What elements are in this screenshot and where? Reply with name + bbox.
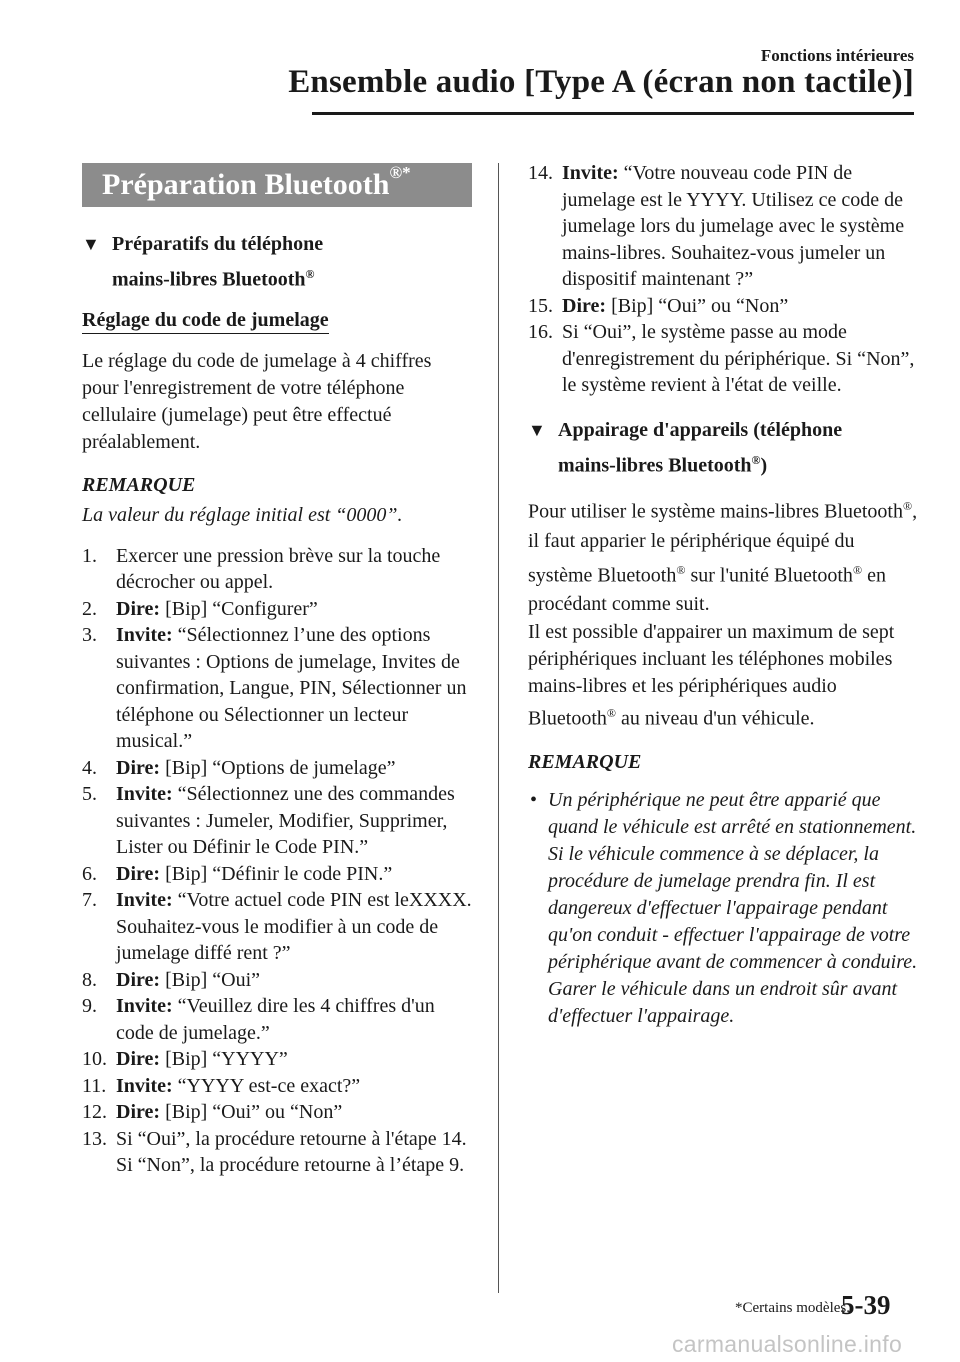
footnote: *Certains modèles.	[735, 1300, 850, 1316]
step-label: Invite:	[116, 624, 173, 647]
step-label: Dire:	[116, 597, 161, 620]
p2-part-b: au niveau d'un véhicule.	[616, 708, 815, 731]
column-divider	[498, 163, 499, 1293]
step-label: Dire:	[116, 756, 161, 779]
header-rule	[312, 112, 914, 115]
registered-mark: ®	[305, 267, 315, 281]
step-number: 2.	[82, 597, 97, 620]
step-item	[82, 1046, 472, 1073]
step-number: 10.	[82, 1048, 107, 1071]
step-number: 3.	[82, 624, 97, 647]
step-text: [Bip] “Oui” ou “Non”	[160, 1101, 343, 1124]
page-header-title: Ensemble audio [Type A (écran non tactile)]	[288, 64, 914, 100]
page-number: 5-39	[841, 1290, 891, 1320]
step-text: “Sélectionnez l’une des options suivantes : Options de jumelage, Invites de confirmation, Langue, PIN, Sélectionner un téléphone ou Sélectionner un lecteur musical.”	[116, 624, 467, 753]
step-label: Dire:	[116, 968, 161, 991]
step-number: 14.	[528, 162, 553, 184]
step-label: Invite:	[116, 1074, 173, 1097]
step-text: “Veuillez dire les 4 chiffres d'un code de jumelage.”	[116, 995, 435, 1044]
subsection2-line1: Appairage d'appareils (téléphone	[558, 418, 843, 441]
step-number: 12.	[82, 1101, 107, 1124]
registered-mark: ®	[606, 706, 617, 721]
step-text: “Votre actuel code PIN est leXXXX. Souhaitez-vous le modifier à un code de jumelage diffé rent ?”	[116, 889, 472, 965]
step-item	[82, 887, 472, 967]
step-number: 5.	[82, 783, 97, 806]
step-text: Exercer une pression brève sur la touche décrocher ou appel.	[116, 544, 441, 594]
remark-bullet	[528, 787, 920, 1030]
step-text: Si “Oui”, le système passe au mode d'enregistrement du périphérique. Si “Non”, le système revient à l'état de veille.	[562, 321, 915, 396]
step-text: [Bip] “YYYY”	[160, 1048, 288, 1071]
step-item	[528, 160, 920, 293]
pairing-max-paragraph	[528, 619, 920, 733]
pairing-intro-paragraph	[528, 492, 920, 619]
step-item	[82, 596, 472, 623]
step-item	[82, 755, 472, 782]
registered-mark: ®	[751, 452, 761, 467]
step-label: Invite:	[116, 889, 173, 912]
section-title: Préparation Bluetooth	[102, 168, 390, 201]
step-item	[82, 1099, 472, 1126]
step-number: 1.	[82, 544, 97, 567]
step-text: [Bip] “Définir le code PIN.”	[160, 862, 393, 885]
step-item	[82, 1073, 472, 1100]
section-title-mark: ®*	[389, 163, 411, 182]
step-number: 11.	[82, 1074, 107, 1097]
step-text: Si “Oui”, la procédure retourne à l'étape 14. Si “Non”, la procédure retourne à l’étape 9.	[116, 1127, 467, 1177]
p1-part-b: , il faut apparier le périphérique équipé du système Bluetooth	[528, 500, 918, 587]
watermark-text: carmanualsonline.info	[672, 1331, 903, 1357]
steps-list-right	[528, 160, 920, 399]
step-item	[528, 293, 920, 320]
subsection2-line2: mains-libres Bluetooth	[558, 454, 752, 477]
step-item	[82, 967, 472, 994]
step-label: Invite:	[562, 162, 619, 184]
step-item	[82, 781, 472, 861]
p2-part-a: Il est possible d'appairer un maximum de sept périphériques incluant les téléphones mobiles mains-libres et les périphériques audio Bluetooth	[528, 621, 895, 731]
bullet-dot-icon: •	[530, 789, 538, 812]
step-label: Dire:	[116, 862, 161, 885]
step-text: “Sélectionnez une des commandes suivantes : Jumeler, Modifier, Supprimer, Lister ou Définir le Code PIN.”	[116, 783, 455, 859]
step-item	[82, 993, 472, 1046]
step-number: 4.	[82, 756, 97, 779]
step-item	[528, 319, 920, 399]
step-label: Invite:	[116, 783, 173, 806]
step-number: 8.	[82, 968, 97, 991]
section-title-banner	[82, 163, 472, 207]
subsection-heading-phone-prep	[82, 229, 472, 295]
remark-title: REMARQUE	[82, 473, 196, 496]
subsection2-line2-wrap	[558, 445, 920, 481]
pairing-code-paragraph: Le réglage du code de jumelage à 4 chiffres pour l'enregistrement de votre téléphone cellulaire (jumelage) peut être effectué préalablement.	[82, 349, 432, 453]
step-item	[82, 861, 472, 888]
step-label: Dire:	[116, 1101, 161, 1124]
step-number: 15.	[528, 294, 553, 317]
left-column	[82, 163, 472, 1179]
chapter-label: Fonctions intérieures	[760, 46, 914, 65]
step-label: Invite:	[116, 995, 173, 1018]
subsection-line1: Préparatifs du téléphone	[112, 233, 324, 255]
step-label: Dire:	[116, 1048, 161, 1071]
p1-part-a: Pour utiliser le système mains-libres Bluetooth	[528, 500, 903, 523]
step-text: “YYYY est-ce exact?”	[172, 1074, 361, 1097]
step-item	[82, 1126, 472, 1179]
step-text: [Bip] “Oui” ou “Non”	[606, 294, 789, 317]
subsection-heading-device-pairing	[528, 415, 920, 481]
step-item	[82, 622, 472, 755]
registered-mark: ®	[902, 499, 913, 514]
triangle-marker-icon: ▼	[82, 234, 100, 254]
steps-list-left	[82, 543, 472, 1179]
step-number: 7.	[82, 889, 97, 912]
remark-bullet-text: Un périphérique ne peut être apparié que quand le véhicule est arrêté en stationnement. Si le véhicule commence à se déplacer, la procédure de jumelage prendra fin. Il est dangereux d'effectuer l'appairage pendant qu'on conduit - effectuer l'appairage de votre périphérique avant de commencer à conduire. Garer le véhicule dans un endroit sûr avant d'effectuer l'appairage.	[548, 789, 918, 1028]
right-column	[528, 160, 920, 1030]
step-item	[82, 543, 472, 596]
step-number: 16.	[528, 321, 553, 343]
step-text: [Bip] “Options de jumelage”	[160, 756, 396, 779]
p1-part-d: en procédant comme suit.	[528, 564, 886, 616]
step-number: 6.	[82, 862, 97, 885]
triangle-marker-icon: ▼	[528, 419, 546, 440]
registered-mark: ®	[676, 562, 686, 577]
remark-text: La valeur du réglage initial est “0000”.	[82, 503, 403, 526]
step-text: [Bip] “Oui”	[160, 968, 261, 991]
registered-mark: ®	[852, 562, 863, 577]
subsection-line2: mains-libres Bluetooth	[112, 268, 306, 291]
step-number: 9.	[82, 995, 97, 1018]
subsection2-line2-end: )	[760, 454, 768, 477]
subsection-line2-wrap	[112, 259, 472, 295]
step-text: [Bip] “Configurer”	[160, 597, 318, 620]
step-label: Dire:	[562, 294, 607, 317]
step-text: “Votre nouveau code PIN de jumelage est le YYYY. Utilisez ce code de jumelage lors du jumelage avec le système mains-libres. Souhaitez-vous jumeler un dispositif maintenant ?”	[562, 162, 905, 290]
remark-title-2: REMARQUE	[528, 751, 642, 774]
p1-part-c: sur l'unité Bluetooth	[685, 564, 853, 587]
pairing-code-heading: Réglage du code de jumelage	[82, 307, 329, 334]
step-number: 13.	[82, 1127, 107, 1150]
